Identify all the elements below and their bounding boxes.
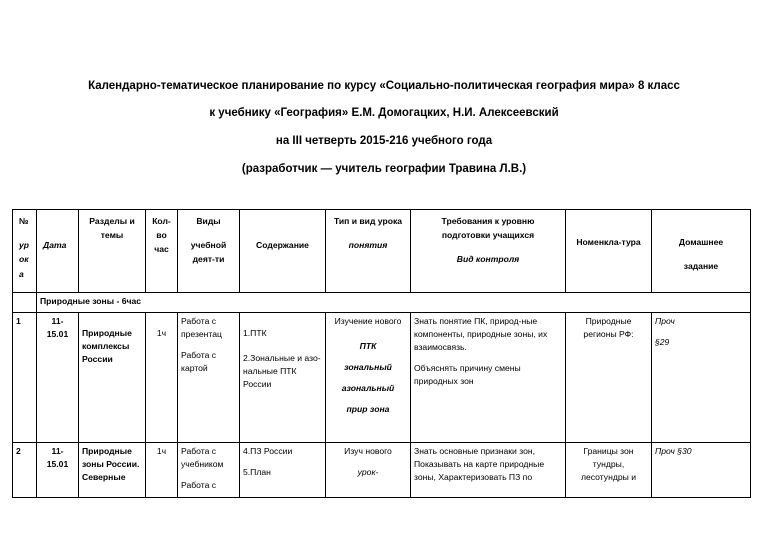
header-lesson-type: Тип и вид урока понятия (326, 210, 411, 293)
lesson-homework: Проч §30 (652, 443, 751, 498)
lesson-hours: 1ч (146, 443, 178, 498)
title-line-2: к учебнику «География» Е.М. Домогацких, Н.И. Алексеевский (209, 107, 559, 119)
lesson-number: 2 (13, 443, 37, 498)
lesson-type: Изуч нового урок- (326, 443, 411, 498)
lesson-date: 11- 15.01 (37, 313, 79, 443)
header-content: Содержание (240, 210, 326, 293)
lesson-type: Изучение нового ПТК зональный азональный прир зона (326, 313, 411, 443)
header-lesson-number: № ур ок а (13, 210, 37, 293)
title-line-4: (разработчик — учитель географии Травина Л.В.) (241, 163, 527, 175)
header-homework: Домашнее задание (652, 210, 751, 293)
lesson-number: 1 (13, 313, 37, 443)
title-line-3: на III четверть 2015-216 учебного года (275, 135, 493, 147)
table-row (13, 313, 751, 443)
lesson-topic: Природные комплексы России (79, 313, 146, 443)
section-row (13, 293, 751, 313)
lesson-content: 1.ПТК 2.Зональные и азо-нальные ПТК России (240, 313, 326, 443)
header-hours: Кол- во час (146, 210, 178, 293)
table-row (13, 443, 751, 498)
lesson-nomenclature: Природные регионы РФ: (566, 313, 652, 443)
lesson-homework: Проч §29 (652, 313, 751, 443)
header-date: Дата (37, 210, 79, 293)
header-sections: Разделы и темы (79, 210, 146, 293)
header-requirements: Требования к уровню подготовки учащихся Вид контроля (411, 210, 566, 293)
lesson-requirements: Знать понятие ПК, природ-ные компоненты, природные зоны, их взаимосвязь. Объяснять причину смены природных зон (411, 313, 566, 443)
lesson-content: 4.ПЗ России 5.План (240, 443, 326, 498)
header-nomenclature: Номенкла-тура (566, 210, 652, 293)
header-activity: Виды учебной деят-ти (178, 210, 240, 293)
lesson-requirements: Знать основные признаки зон, Показывать на карте природные зоны, Характеризовать ПЗ по (411, 443, 566, 498)
lesson-date: 11- 15.01 (37, 443, 79, 498)
lesson-activity: Работа с учебником Работа с (178, 443, 240, 498)
section-title: Природные зоны - 6час (37, 293, 751, 313)
lesson-activity: Работа с презентац Работа с картой (178, 313, 240, 443)
lesson-nomenclature: Границы зон тундры, лесотундры и (566, 443, 652, 498)
section-spacer (13, 293, 37, 313)
lesson-topic: Природные зоны России. Северные (79, 443, 146, 498)
title-line-1: Календарно-тематическое планирование по курсу «Социально-политическая география мира» 8 класс (88, 80, 680, 92)
header-row (13, 210, 751, 293)
plan-table (12, 209, 751, 498)
document-titles (0, 76, 768, 187)
lesson-hours: 1ч (146, 313, 178, 443)
